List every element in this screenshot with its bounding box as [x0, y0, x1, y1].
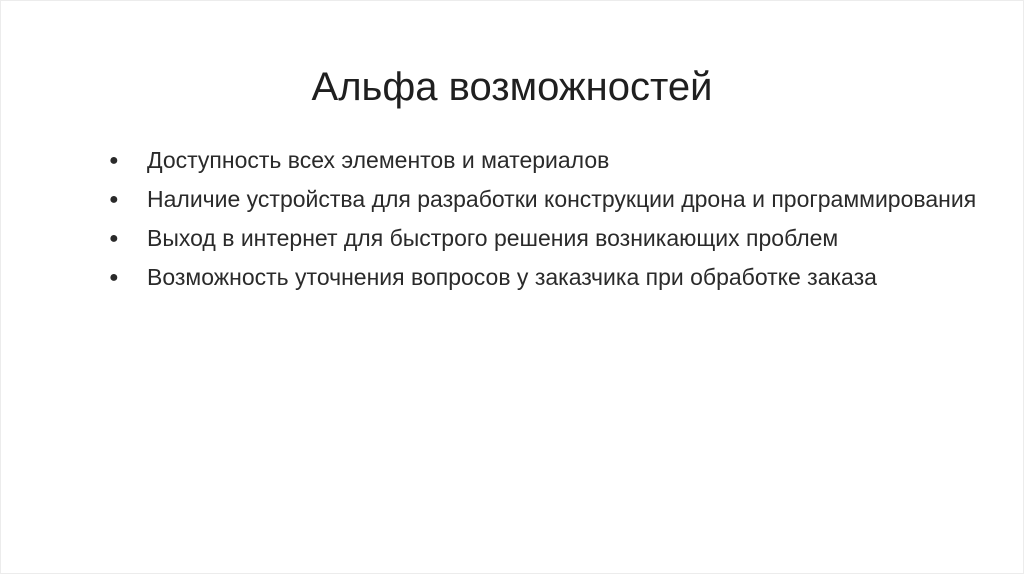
- bullet-icon: ●: [109, 152, 119, 169]
- list-item-text: Наличие устройства для разработки конструкции дрона и программирования: [147, 186, 977, 212]
- bullet-icon: ●: [109, 230, 119, 247]
- list-item-text: Доступность всех элементов и материалов: [147, 147, 610, 173]
- list-item: [109, 258, 981, 297]
- bullet-list: [109, 141, 981, 297]
- list-item-text: Выход в интернет для быстрого решения возникающих проблем: [147, 225, 839, 251]
- list-item: [109, 219, 981, 258]
- bullet-icon: ●: [109, 191, 119, 208]
- list-item-text: Возможность уточнения вопросов у заказчика при обработке заказа: [147, 264, 877, 290]
- list-item: [109, 180, 981, 219]
- list-item: [109, 141, 981, 180]
- slide-title: Альфа возможностей: [311, 65, 713, 109]
- bullet-icon: ●: [109, 269, 119, 286]
